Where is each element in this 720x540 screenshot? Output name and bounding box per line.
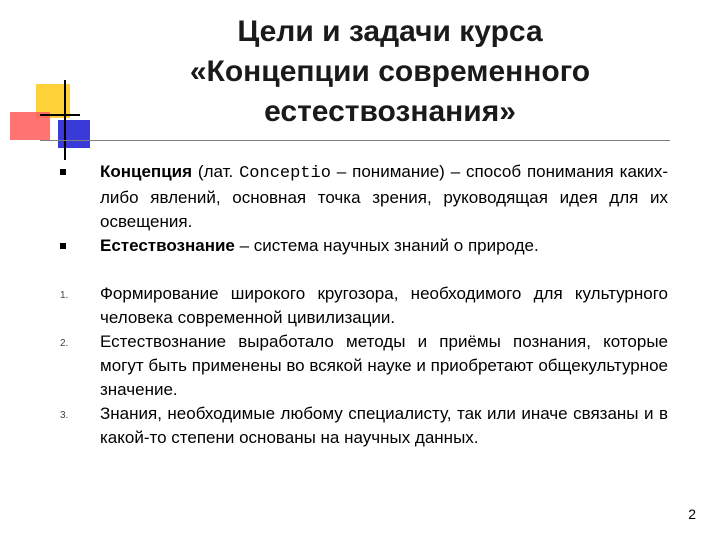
item-text: Формирование широкого кругозора, необходимого для культурного человека современной цивилизации.	[100, 284, 668, 327]
concept-pre: (лат.	[192, 162, 240, 181]
bullet-item-concept	[60, 160, 668, 234]
item-text: Знания, необходимые любому специалисту, так или иначе связаны и в какой-то степени основаны на научных данных.	[100, 404, 668, 447]
numbered-item	[60, 282, 668, 330]
blue-square-shape	[58, 120, 90, 148]
red-square-shape	[10, 112, 50, 140]
title-divider	[40, 140, 670, 141]
concept-definition: – понимание) – способ понимания каких-либо явлений, основная точка зрения, руководящая идея для их освещения.	[100, 162, 668, 231]
vertical-line-shape	[64, 80, 66, 160]
item-number: 1.	[60, 290, 69, 301]
science-definition: – система научных знаний о природе.	[234, 236, 539, 255]
slide-title	[140, 12, 640, 132]
term-concept: Концепция	[100, 162, 193, 181]
numbered-item	[60, 402, 668, 450]
item-text: Естествознание выработало методы и приёмы познания, которые могут быть применены во всякой науке и приобретают общекультурное значение.	[100, 332, 668, 399]
page-number: 2	[688, 506, 696, 522]
term-science: Естествознание	[100, 236, 235, 255]
title-line-2: «Концепции современного	[189, 55, 591, 88]
decorative-logo	[0, 0, 110, 170]
spacer	[60, 258, 668, 282]
bullet-item-science	[60, 234, 668, 258]
item-number: 2.	[60, 338, 69, 349]
numbered-item	[60, 330, 668, 402]
bullet-square-icon	[60, 169, 66, 175]
bullet-square-icon	[60, 243, 66, 249]
concept-latin: Conceptio	[239, 164, 331, 183]
horizontal-line-shape	[40, 114, 80, 116]
slide-content	[60, 160, 668, 450]
title-line-3: естествознания»	[264, 95, 516, 128]
title-line-1: Цели и задачи курса	[237, 15, 543, 48]
item-number: 3.	[60, 410, 69, 421]
